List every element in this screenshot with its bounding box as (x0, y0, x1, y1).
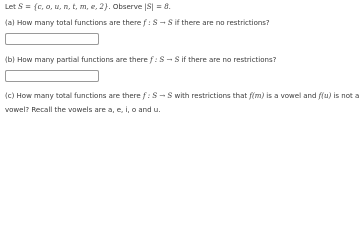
function-notation: f : S → S (143, 19, 173, 27)
condition-u: f(u) (318, 92, 332, 100)
answer-input-b[interactable] (5, 70, 99, 82)
function-notation: f : S → S (142, 92, 173, 100)
question-b-text: (b) How many partial functions are there f : S → S if there are no restrictions? (5, 56, 277, 64)
question-c-text-line2: vowel? Recall the vowels are a, e, i, o and u. (5, 106, 161, 114)
question-c-text: (c) How many total functions are there f : S → S with restrictions that f(m) is a vowel and f(u) is not a (5, 92, 359, 100)
condition-m: f(m) (249, 92, 265, 100)
question-a-text: (a) How many total functions are there f : S → S if there are no restrictions? (5, 19, 270, 27)
set-symbol: S (18, 3, 23, 11)
problem-intro: Let S = {c, o, u, n, t, m, e, 2}. Observe |S| = 8. (5, 3, 171, 11)
set-cardinality: |S| = 8 (144, 3, 169, 11)
set-elements: {c, o, u, n, t, m, e, 2} (33, 3, 109, 11)
answer-input-a[interactable] (5, 33, 99, 45)
function-notation: f : S → S (150, 56, 180, 64)
